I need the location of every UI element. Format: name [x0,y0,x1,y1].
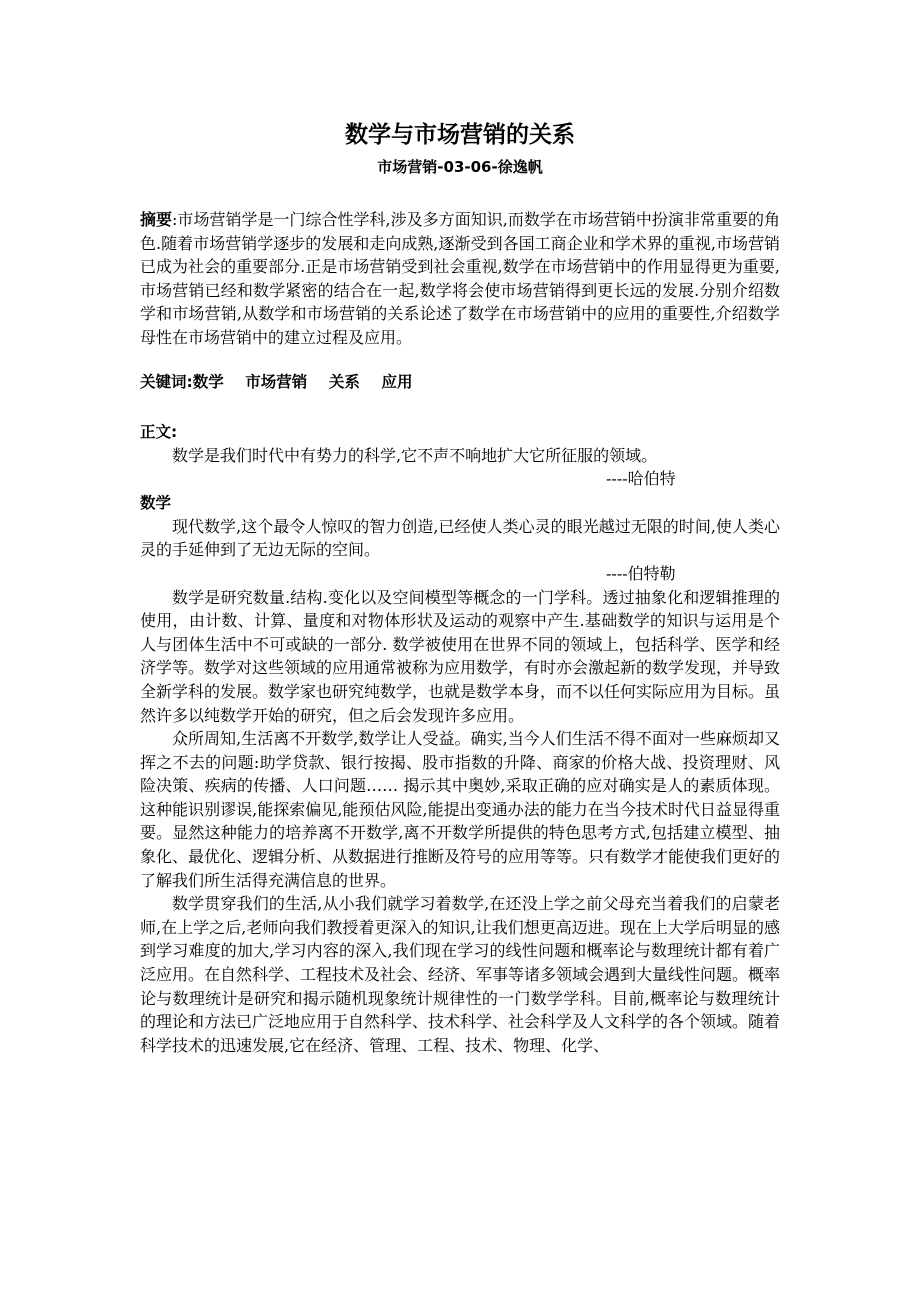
body-paragraph-1: 数学是研究数量.结构.变化以及空间模型等概念的一门学科。透过抽象化和逻辑推理的使用，由计数、计算、量度和对物体形状及运动的观察中产生.基础数学的知识与运用是个人与团体生活中不可或缺的一部分. 数学被使用在世界不同的领域上，包括科学、医学和经济学等。数学对这些领域的应用通常被称为应用数学，有时亦会激起新的数学发现，并导致全新学科的发展。数学家也研究纯数学，也就是数学本身，而不以任何实际应用为目标。虽然许多以纯数学开始的研究，但之后会发现许多应用。 [140,587,781,725]
document-content [140,118,780,1057]
section-heading-math: 数学 [140,493,172,512]
keywords-line: 关键词:数学 市场营销 关系 应用 [140,372,413,391]
quote-2-attribution: ----伯特勒 [606,563,676,583]
quote-1-attribution: ----哈伯特 [606,469,676,489]
abstract-text: :市场营销学是一门综合性学科,涉及多方面知识,而数学在市场营销中扮演非常重要的角色.随着市场营销学逐步的发展和走向成熟,逐渐受到各国工商企业和学术界的重视,市场营销已成为社会的重要部分.正是市场营销受到社会重视,数学在市场营销中的作用显得更为重要,市场营销已经和数学紧密的结合在一起,数学将会使市场营销得到更长远的发展.分别介绍数学和市场营销,从数学和市场营销的关系论述了数学在市场营销中的应用的重要性,介绍数学母性在市场营销中的建立过程及应用。 [140,210,780,347]
body-paragraph-2: 众所周知,生活离不开数学,数学让人受益。确实,当今人们生活不得不面对一些麻烦却又挥之不去的问题:助学贷款、银行按揭、股市指数的升降、商家的价格大战、投资理财、风险决策、疾病的传播、人口问题…… 揭示其中奥妙,采取正确的应对确实是人的素质体现。这种能识别谬误,能探索偏见,能预估风险,能提出变通办法的能力在当今技术时代日益显得重要。显然这种能力的培养离不开数学,离不开数学所提供的特色思考方式,包括建立模型、抽象化、最优化、逻辑分析、从数据进行推断及符号的应用等等。只有数学才能使我们更好的了解我们所生活得充满信息的世界。 [140,729,781,890]
quote-2-text: 现代数学,这个最令人惊叹的智力创造,已经使人类心灵的眼光越过无限的时间,使人类心灵的手延伸到了无边无际的空间。 [140,516,780,560]
body-paragraph-3: 数学贯穿我们的生活,从小我们就学习着数学,在还没上学之前父母充当着我们的启蒙老师,在上学之后,老师向我们教授着更深入的知识,让我们想更高迈进。现在上大学后明显的感到学习难度的加大,学习内容的深入,我们现在学习的线性问题和概率论与数理统计都有着广泛应用。在自然科学、工程技术及社会、经济、军事等诸多领域会遇到大量线性问题。概率论与数理统计是研究和揭示随机现象统计规律性的一门数学学科。目前,概率论与数理统计的理论和方法已广泛地应用于自然科学、技术科学、社会科学及人文科学的各个领域。随着科学技术的迅速发展,它在经济、管理、工程、技术、物理、化学、 [140,894,781,1055]
body-label: 正文: [140,422,178,441]
abstract-paragraph [140,208,780,350]
abstract-label: 摘要 [140,210,173,229]
quote-1-text: 数学是我们时代中有势力的科学,它不声不响地扩大它所征服的领域。 [172,445,658,465]
document-author: 市场营销-03-06-徐逸帆 [377,158,543,176]
document-title: 数学与市场营销的关系 [345,122,575,148]
